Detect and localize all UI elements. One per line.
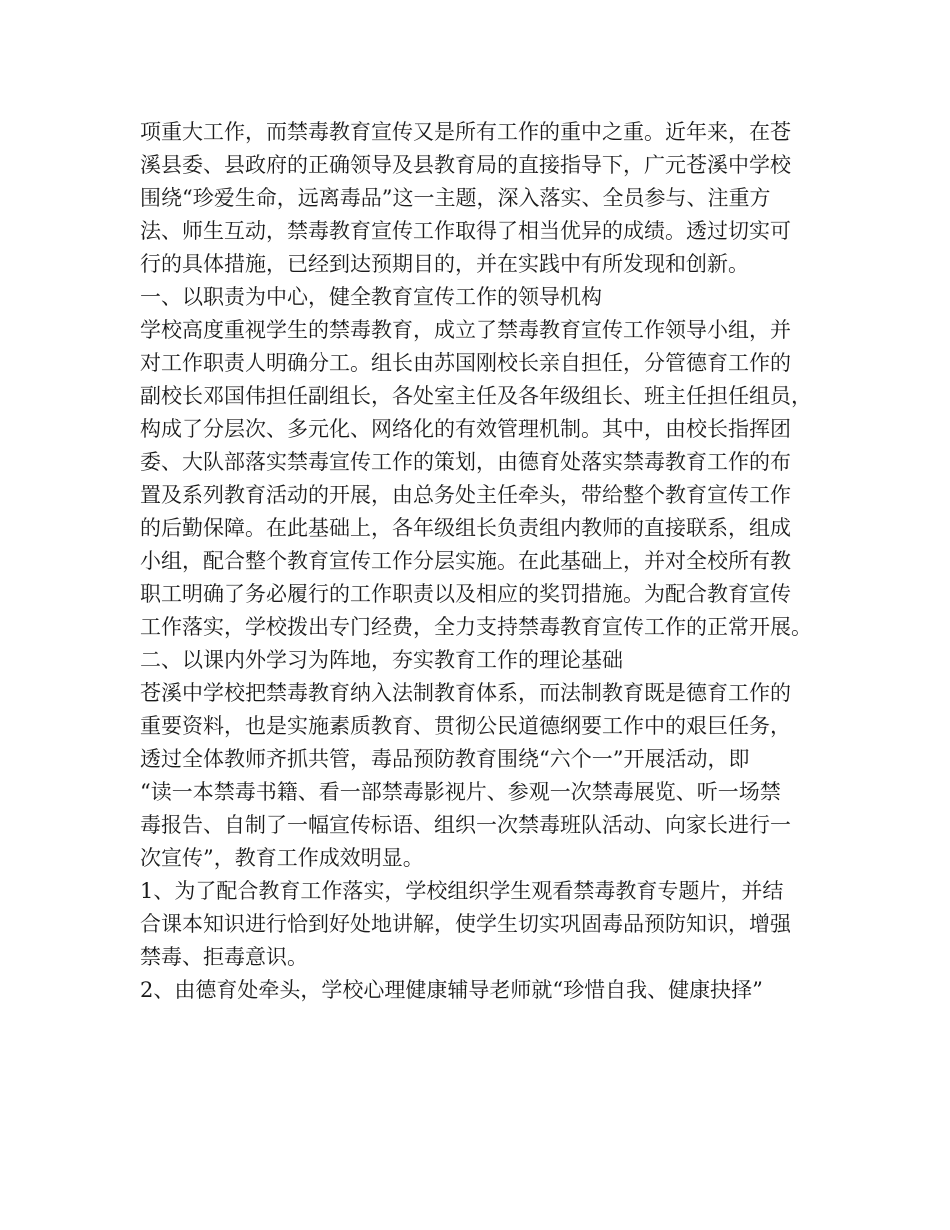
- text-line: 次宣传”，教育工作成效明显。: [140, 846, 424, 870]
- list-item-1: [140, 875, 854, 974]
- text-line: 对工作职责人明确分工。组长由苏国刚校长亲自担任，分管德育工作的: [140, 351, 791, 375]
- text-line: “读一本禁毒书籍、看一部禁毒影视片、参观一次禁毒展览、听一场禁: [140, 780, 781, 804]
- text-line: 法、师生互动，禁毒教育宣传工作取得了相当优异的成绩。透过切实可: [140, 219, 791, 243]
- paragraph-section-1: [140, 314, 854, 644]
- text-line: 项重大工作，而禁毒教育宣传又是所有工作的重中之重。近年来，在苍: [140, 120, 791, 144]
- text-line: 置及系列教育活动的开展，由总务处主任牵头，带给整个教育宣传工作: [140, 483, 791, 507]
- heading-line: 二、以课内外学习为阵地，夯实教育工作的理论基础: [140, 648, 623, 672]
- section-heading-2: [140, 644, 854, 677]
- text-line: 1、为了配合教育工作落实，学校组织学生观看禁毒教育专题片，并结: [140, 879, 784, 903]
- text-line: 围绕“珍爱生命，远离毒品”这一主题，深入落实、全员参与、注重方: [140, 186, 771, 210]
- text-line: 毒报告、自制了一幅宣传标语、组织一次禁毒班队活动、向家长进行一: [140, 813, 791, 837]
- text-line: 透过全体教师齐抓共管，毒品预防教育围绕“六个一”开展活动，即: [140, 747, 750, 771]
- text-line: 副校长邓国伟担任副组长，各处室主任及各年级组长、班主任担任组员，: [140, 384, 812, 408]
- text-line: 苍溪中学校把禁毒教育纳入法制教育体系，而法制教育既是德育工作的: [140, 681, 791, 705]
- document-body: [140, 116, 854, 1007]
- text-line: 行的具体措施，已经到达预期目的，并在实践中有所发现和创新。: [140, 252, 749, 276]
- paragraph-section-2: [140, 677, 854, 875]
- section-heading-1: [140, 281, 854, 314]
- text-line: 职工明确了务必履行的工作职责以及相应的奖罚措施。为配合教育宣传: [140, 582, 791, 606]
- heading-line: 一、以职责为中心，健全教育宣传工作的领导机构: [140, 285, 602, 309]
- text-line: 溪县委、县政府的正确领导及县教育局的直接指导下，广元苍溪中学校: [140, 153, 791, 177]
- text-line: 委、大队部落实禁毒宣传工作的策划，由德育处落实禁毒教育工作的布: [140, 450, 791, 474]
- text-line: 禁毒、拒毒意识。: [140, 945, 308, 969]
- text-line: 合课本知识进行恰到好处地讲解，使学生切实巩固毒品预防知识，增强: [140, 912, 791, 936]
- text-line: 小组，配合整个教育宣传工作分层实施。在此基础上，并对全校所有教: [140, 549, 791, 573]
- list-item-2: [140, 974, 854, 1007]
- paragraph-intro: [140, 116, 854, 281]
- text-line: 构成了分层次、多元化、网络化的有效管理机制。其中，由校长指挥团: [140, 417, 791, 441]
- text-line: 2、由德育处牵头，学校心理健康辅导老师就“珍惜自我、健康抉择”: [140, 978, 763, 1002]
- text-line: 工作落实，学校拨出专门经费，全力支持禁毒教育宣传工作的正常开展。: [140, 615, 812, 639]
- text-line: 重要资料，也是实施素质教育、贯彻公民道德纲要工作中的艰巨任务，: [140, 714, 791, 738]
- text-line: 学校高度重视学生的禁毒教育，成立了禁毒教育宣传工作领导小组，并: [140, 318, 791, 342]
- text-line: 的后勤保障。在此基础上，各年级组长负责组内教师的直接联系，组成: [140, 516, 791, 540]
